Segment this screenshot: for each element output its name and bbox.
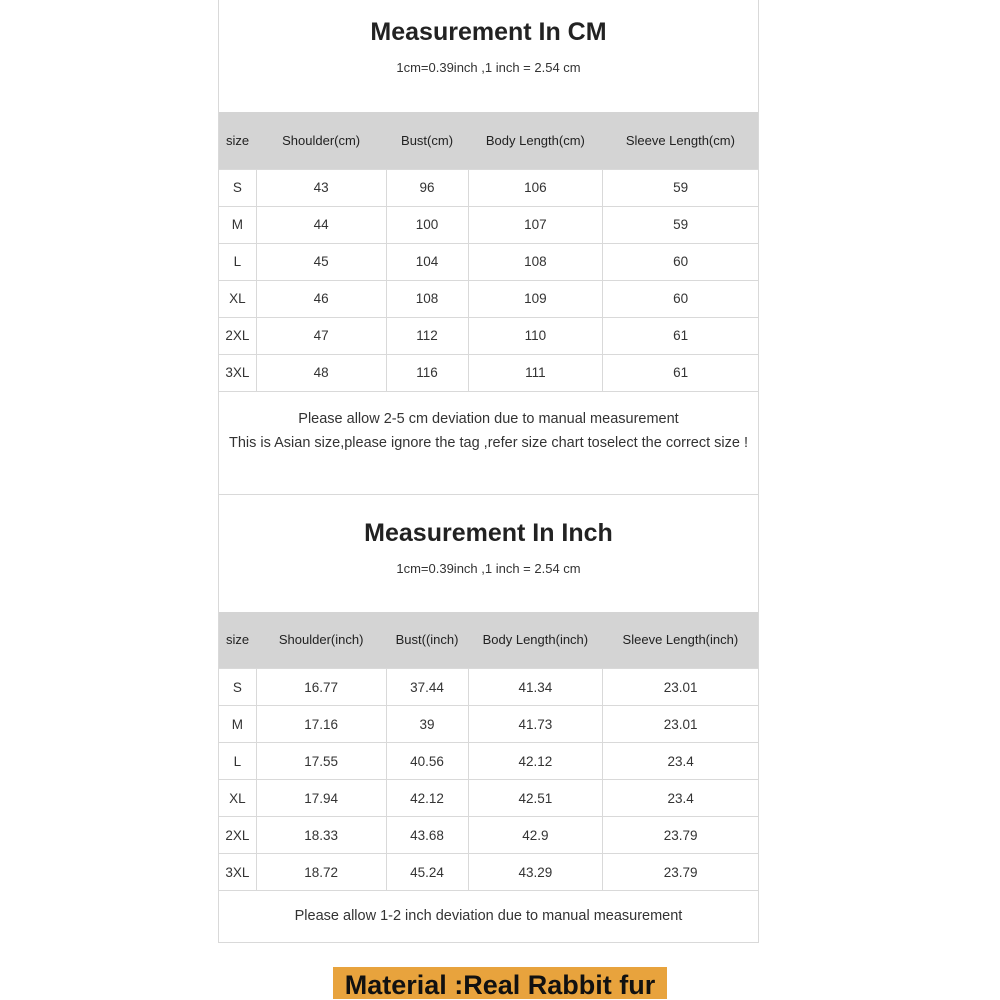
column-header: Sleeve Length(inch) [603, 612, 758, 669]
column-header: Sleeve Length(cm) [603, 112, 758, 169]
table-row [219, 243, 758, 280]
value-cell: 47 [256, 317, 386, 354]
material-banner [333, 967, 668, 999]
note-line: Please allow 1-2 inch deviation due to manual measurement [294, 908, 683, 924]
value-cell: 23.79 [603, 817, 758, 854]
value-cell: 18.33 [256, 817, 386, 854]
value-cell: 39 [386, 706, 468, 743]
value-cell: 43.68 [386, 817, 468, 854]
column-header: Bust(cm) [386, 112, 468, 169]
value-cell: 100 [386, 206, 468, 243]
value-cell: 45 [256, 243, 386, 280]
value-cell: 42.51 [468, 780, 603, 817]
size-cell: L [219, 743, 256, 780]
value-cell: 23.01 [603, 669, 758, 706]
column-header: size [219, 112, 256, 169]
value-cell: 45.24 [386, 854, 468, 891]
column-header: Body Length(inch) [468, 612, 603, 669]
table-row [219, 854, 758, 891]
value-cell: 23.01 [603, 706, 758, 743]
value-cell: 18.72 [256, 854, 386, 891]
value-cell: 107 [468, 206, 603, 243]
inch-section [219, 495, 758, 944]
cm-title: Measurement In CM [370, 18, 607, 46]
value-cell: 23.4 [603, 780, 758, 817]
inch-title-block [219, 495, 758, 612]
value-cell: 17.94 [256, 780, 386, 817]
value-cell: 59 [603, 169, 758, 206]
column-header: Shoulder(cm) [256, 112, 386, 169]
value-cell: 108 [386, 280, 468, 317]
value-cell: 16.77 [256, 669, 386, 706]
note-line: This is Asian size,please ignore the tag ,refer size chart toselect the correct size ! [228, 434, 749, 451]
inch-subtitle: 1cm=0.39inch ,1 inch = 2.54 cm [396, 560, 581, 576]
inch-title: Measurement In Inch [364, 518, 613, 547]
size-cell: S [219, 669, 256, 706]
cm-note [219, 392, 758, 495]
cm-subtitle: 1cm=0.39inch ,1 inch = 2.54 cm [396, 60, 581, 75]
size-cell: XL [219, 780, 256, 817]
value-cell: 44 [256, 206, 386, 243]
size-chart-page [218, 0, 759, 943]
inch-table [219, 612, 758, 892]
table-row [219, 317, 758, 354]
table-row [219, 706, 758, 743]
value-cell: 43 [256, 169, 386, 206]
value-cell: 42.12 [468, 743, 603, 780]
size-cell: 2XL [219, 317, 256, 354]
value-cell: 109 [468, 280, 603, 317]
size-cell: S [219, 169, 256, 206]
note-line: Please allow 2-5 cm deviation due to manual measurement [298, 410, 679, 427]
cm-table [219, 112, 758, 392]
value-cell: 46 [256, 280, 386, 317]
value-cell: 17.16 [256, 706, 386, 743]
value-cell: 116 [386, 354, 468, 391]
value-cell: 59 [603, 206, 758, 243]
column-header: Body Length(cm) [468, 112, 603, 169]
table-row [219, 354, 758, 391]
value-cell: 23.79 [603, 854, 758, 891]
table-row [219, 206, 758, 243]
column-header: Shoulder(inch) [256, 612, 386, 669]
value-cell: 61 [603, 354, 758, 391]
size-cell: 3XL [219, 854, 256, 891]
value-cell: 48 [256, 354, 386, 391]
size-cell: L [219, 243, 256, 280]
value-cell: 111 [468, 354, 603, 391]
header-row [219, 112, 758, 169]
size-cell: XL [219, 280, 256, 317]
table-row [219, 817, 758, 854]
value-cell: 42.12 [386, 780, 468, 817]
table-row [219, 780, 758, 817]
cm-title-block [219, 0, 758, 112]
value-cell: 17.55 [256, 743, 386, 780]
value-cell: 60 [603, 280, 758, 317]
value-cell: 61 [603, 317, 758, 354]
header-row [219, 612, 758, 669]
value-cell: 40.56 [386, 743, 468, 780]
size-cell: 3XL [219, 354, 256, 391]
value-cell: 112 [386, 317, 468, 354]
size-cell: 2XL [219, 817, 256, 854]
value-cell: 42.9 [468, 817, 603, 854]
value-cell: 108 [468, 243, 603, 280]
table-row [219, 743, 758, 780]
value-cell: 41.73 [468, 706, 603, 743]
material-label: Material :Real Rabbit fur [344, 970, 656, 999]
value-cell: 23.4 [603, 743, 758, 780]
cm-section [219, 0, 758, 495]
value-cell: 43.29 [468, 854, 603, 891]
table-row [219, 669, 758, 706]
value-cell: 106 [468, 169, 603, 206]
value-cell: 60 [603, 243, 758, 280]
table-row [219, 280, 758, 317]
size-cell: M [219, 706, 256, 743]
size-cell: M [219, 206, 256, 243]
column-header: Bust((inch) [386, 612, 468, 669]
table-row [219, 169, 758, 206]
value-cell: 37.44 [386, 669, 468, 706]
inch-note [219, 891, 758, 943]
value-cell: 110 [468, 317, 603, 354]
value-cell: 104 [386, 243, 468, 280]
column-header: size [219, 612, 256, 669]
value-cell: 96 [386, 169, 468, 206]
value-cell: 41.34 [468, 669, 603, 706]
